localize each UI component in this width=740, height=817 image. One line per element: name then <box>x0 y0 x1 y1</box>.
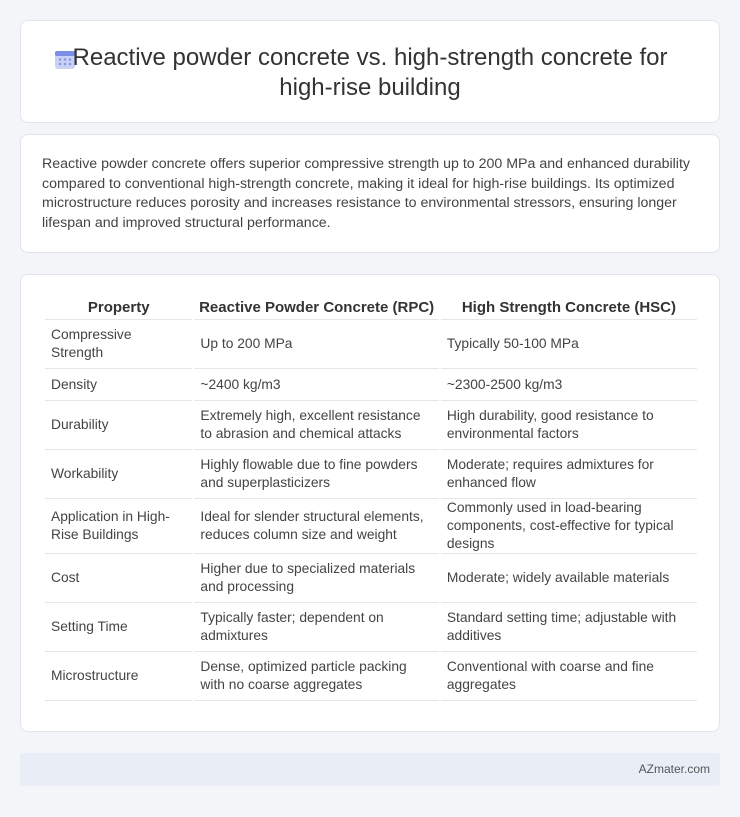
footer <box>20 753 720 786</box>
header-rpc: Reactive Powder Concrete (RPC) <box>194 294 438 320</box>
title-card <box>20 20 720 123</box>
header-property: Property <box>45 294 192 320</box>
cell-rpc: Dense, optimized particle packing with no coarse aggregates <box>194 652 438 701</box>
intro-card <box>20 134 720 253</box>
cell-rpc: Extremely high, excellent resistance to abrasion and chemical attacks <box>194 401 438 450</box>
table-row <box>45 652 697 701</box>
cell-property: Application in High-Rise Buildings <box>45 499 192 554</box>
table-row <box>45 320 697 369</box>
cell-hsc: Typically 50-100 MPa <box>441 320 697 369</box>
cell-hsc: Conventional with coarse and fine aggregates <box>441 652 697 701</box>
cell-rpc: ~2400 kg/m3 <box>194 369 438 401</box>
cell-rpc: Up to 200 MPa <box>194 320 438 369</box>
table-header-row <box>45 294 697 320</box>
comparison-table <box>43 294 699 701</box>
header-hsc: High Strength Concrete (HSC) <box>441 294 697 320</box>
comparison-card <box>20 274 720 732</box>
cell-property: Setting Time <box>45 603 192 652</box>
table-row <box>45 603 697 652</box>
footer-brand[interactable]: AZmater.com <box>638 762 710 776</box>
cell-property: Density <box>45 369 192 401</box>
cell-hsc: Moderate; widely available materials <box>441 554 697 603</box>
cell-rpc: Typically faster; dependent on admixtures <box>194 603 438 652</box>
cell-property: Workability <box>45 450 192 499</box>
cell-hsc: High durability, good resistance to environmental factors <box>441 401 697 450</box>
cell-hsc: Moderate; requires admixtures for enhanced flow <box>441 450 697 499</box>
cell-hsc: Commonly used in load-bearing components, cost-effective for typical designs <box>441 499 697 554</box>
cell-property: Microstructure <box>45 652 192 701</box>
cell-rpc: Highly flowable due to fine powders and superplasticizers <box>194 450 438 499</box>
table-row <box>45 401 697 450</box>
cell-rpc: Ideal for slender structural elements, reduces column size and weight <box>194 499 438 554</box>
table-row <box>45 450 697 499</box>
intro-paragraph: Reactive powder concrete offers superior compressive strength up to 200 MPa and enhanced durability compared to conventional high-strength concrete, making it ideal for high-rise buildings. Its optimized microstructure reduces porosity and increases resistance to environmental stressors, ensuring longer lifespan and improved structural performance. <box>42 156 690 231</box>
table-row <box>45 499 697 554</box>
cell-hsc: Standard setting time; adjustable with additives <box>441 603 697 652</box>
cell-property: Compressive Strength <box>45 320 192 369</box>
table-row <box>45 554 697 603</box>
cell-hsc: ~2300-2500 kg/m3 <box>441 369 697 401</box>
cell-rpc: Higher due to specialized materials and processing <box>194 554 438 603</box>
cell-property: Durability <box>45 401 192 450</box>
page-title: Reactive powder concrete vs. high-strength concrete for high-rise building <box>72 44 668 101</box>
table-row <box>45 369 697 401</box>
cell-property: Cost <box>45 554 192 603</box>
